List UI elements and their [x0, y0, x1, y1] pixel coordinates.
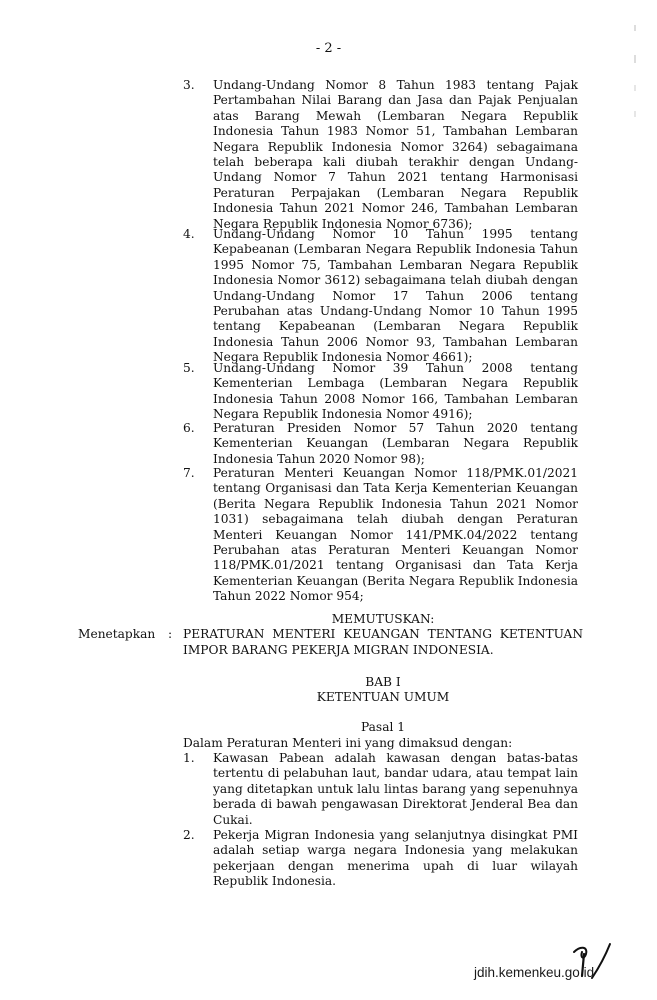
definition-text: Pekerja Migran Indonesia yang selanjutnya disingkat PMI adalah setiap warga negara Indonesia yang melakukan pekerjaan dengan menerima upah di luar wilayah Republik Indonesia.	[213, 828, 578, 889]
item-text: Peraturan Menteri Keuangan Nomor 118/PMK.01/2021 tentang Organisasi dan Tata Kerja Kementerian Keuangan (Berita Negara Republik Indonesia Tahun 2021 Nomor 1031) sebagaimana telah diubah dengan Peraturan Menteri Keuangan Nomor 141/PMK.04/2022 tentang Perubahan atas Peraturan Menteri Keuangan Nomor 118/PMK.01/2021 tentang Organisasi dan Tata Kerja Kementerian Keuangan (Berita Negara Republik Indonesia Tahun 2022 Nomor 954;	[213, 466, 578, 604]
item-number: 4.	[183, 227, 195, 241]
margin-mark-icon	[631, 25, 639, 120]
item-number: 3.	[183, 78, 195, 92]
item-number: 5.	[183, 361, 195, 375]
item-text: Undang-Undang Nomor 39 Tahun 2008 tentang Kementerian Lembaga (Lembaran Negara Republik Indonesia Tahun 2008 Nomor 166, Tambahan Lembaran Negara Republik Indonesia Nomor 4916);	[213, 361, 578, 422]
menetapkan-colon: :	[168, 627, 173, 641]
page-number: - 2 -	[315, 41, 342, 56]
chapter-title: KETENTUAN UMUM	[316, 690, 450, 704]
decision-heading: MEMUTUSKAN:	[331, 612, 435, 626]
item-text: Peraturan Presiden Nomor 57 Tahun 2020 tentang Kementerian Keuangan (Lembaran Negara Republik Indonesia Tahun 2020 Nomor 98);	[213, 421, 578, 466]
regulation-title: PERATURAN MENTERI KEUANGAN TENTANG KETENTUAN IMPOR BARANG PEKERJA MIGRAN INDONESIA.	[183, 627, 583, 657]
chapter-number: BAB I	[365, 675, 401, 689]
menetapkan-label: Menetapkan	[78, 627, 156, 641]
item-text: Undang-Undang Nomor 10 Tahun 1995 tentang Kepabeanan (Lembaran Negara Republik Indonesia Tahun 1995 Nomor 75, Tambahan Lembaran Negara Republik Indonesia Nomor 3612) sebagaimana telah diubah dengan Undang-Undang Nomor 17 Tahun 2006 tentang Perubahan atas Undang-Undang Nomor 10 Tahun 1995 tentang Kepabeanan (Lembaran Negara Republik Indonesia Tahun 2006 Nomor 93, Tambahan Lembaran Negara Republik Indonesia Nomor 4661);	[213, 227, 578, 365]
item-number: 6.	[183, 421, 195, 435]
article-intro: Dalam Peraturan Menteri ini yang dimaksud dengan:	[183, 736, 513, 750]
footer-url[interactable]: jdih.kemenkeu.go.id	[474, 965, 595, 980]
definition-number: 2.	[183, 828, 195, 842]
article-heading: Pasal 1	[361, 720, 405, 734]
definition-text: Kawasan Pabean adalah kawasan dengan batas-batas tertentu di pelabuhan laut, bandar udara, atau tempat lain yang ditetapkan untuk lalu lintas barang yang sepenuhnya berada di bawah pengawasan Direktorat Jenderal Bea dan Cukai.	[213, 751, 578, 827]
item-text: Undang-Undang Nomor 8 Tahun 1983 tentang Pajak Pertambahan Nilai Barang dan Jasa dan Pajak Penjualan atas Barang Mewah (Lembaran Negara Republik Indonesia Tahun 1983 Nomor 51, Tambahan Lembaran Negara Republik Indonesia Nomor 3264) sebagaimana telah beberapa kali diubah terakhir dengan Undang-Undang Nomor 7 Tahun 2021 tentang Harmonisasi Peraturan Perpajakan (Lembaran Negara Republik Indonesia Tahun 2021 Nomor 246, Tambahan Lembaran Negara Republik Indonesia Nomor 6736);	[213, 78, 578, 231]
item-number: 7.	[183, 466, 195, 480]
definition-number: 1.	[183, 751, 195, 765]
